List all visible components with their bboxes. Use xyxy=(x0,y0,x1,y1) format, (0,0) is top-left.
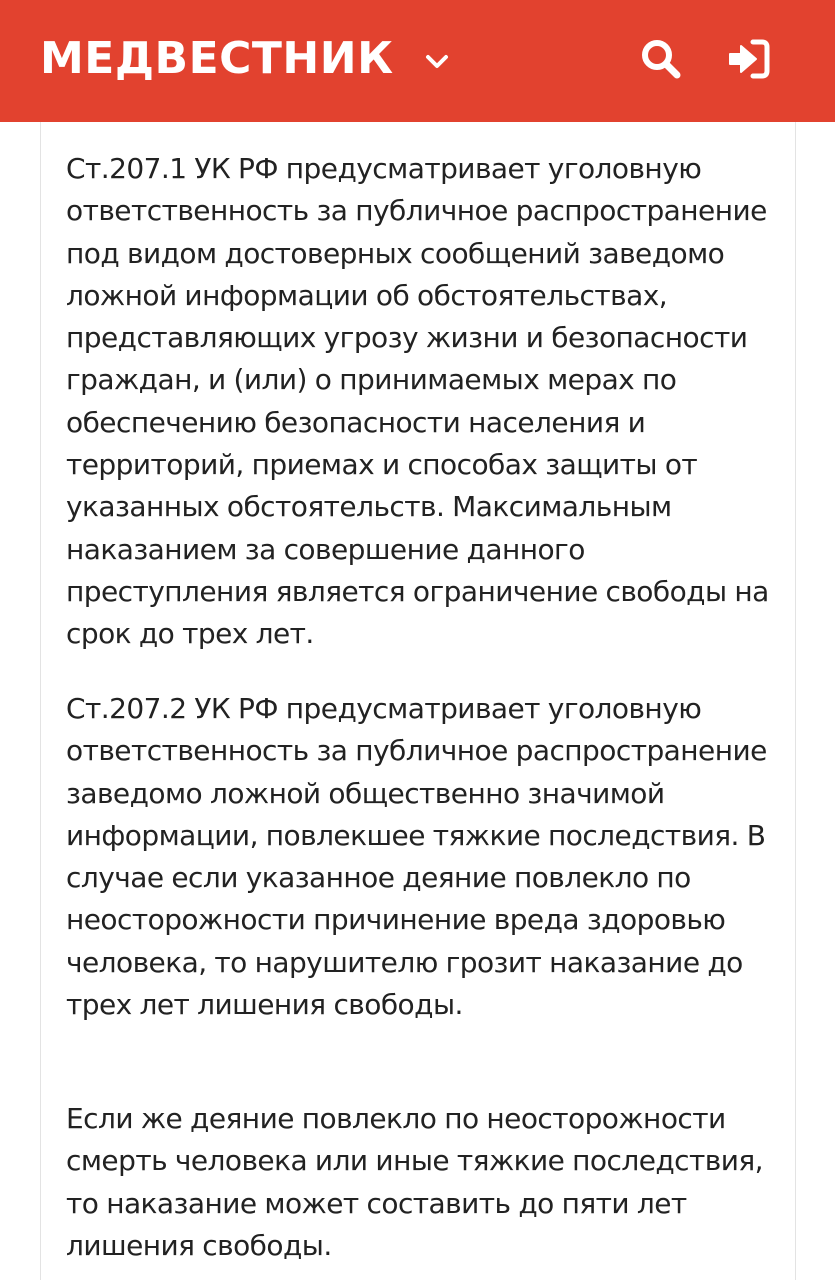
site-logo[interactable]: МЕДВЕСТНИК xyxy=(40,33,394,84)
article-paragraph: Ст.207.2 УК РФ предусматривает уголовную ответственность за публичное распространение заведомо ложной общественно значимой информации, повлекшее тяжкие последствия. В случае если указанное деяние повлекло по неосторожности причинение вреда здоровью человека, то нарушителю грозит наказание до трех лет лишения свободы. xyxy=(66,692,767,1022)
sign-in-icon[interactable] xyxy=(726,36,772,82)
article-paragraph: Если же деяние повлекло по неосторожности смерть человека или иные тяжкие последствия, то наказание может составить до пяти лет лишения свободы. xyxy=(66,1102,764,1262)
article-paragraph: Ст.207.1 УК РФ предусматривает уголовную ответственность за публичное распространение под видом достоверных сообщений заведомо ложной информации об обстоятельствах, представляющих угрозу жизни и безопасности граждан, и (или) о принимаемых мерах по обеспечению безопасности населения и территорий, приемах и способах защиты от указанных обстоятельств. Максимальным наказанием за совершение данного преступления является ограничение свободы на срок до трех лет. xyxy=(66,152,769,651)
chevron-down-icon[interactable] xyxy=(424,49,450,75)
search-icon[interactable] xyxy=(638,36,684,82)
article-content xyxy=(40,122,796,1280)
site-brand-menu[interactable] xyxy=(40,26,450,92)
top-header xyxy=(0,0,835,122)
